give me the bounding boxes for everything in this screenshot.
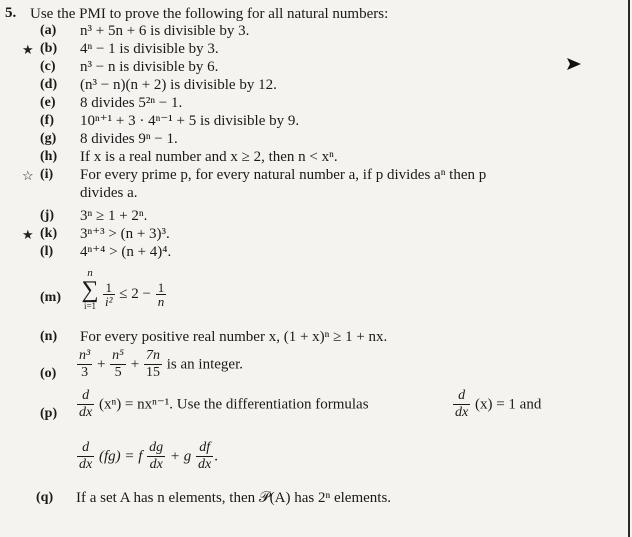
item-label-h: (h) — [40, 149, 58, 164]
problem-number: 5. — [5, 5, 17, 21]
item-text-p-end: (x) = 1 and — [474, 396, 542, 413]
cursor-arrow-icon — [566, 57, 582, 71]
product-rule-mid: + g — [169, 448, 192, 465]
item-label-k: (k) — [40, 226, 58, 241]
item-label-j: (j) — [40, 208, 54, 223]
item-text-d: (n³ − n)(n + 2) is divisible by 12. — [80, 77, 277, 93]
fraction-dg-over-dx: $\frac{dg}{dx}$ — [149, 440, 164, 472]
item-label-f: (f) — [40, 113, 54, 128]
item-text-a: n³ + 5n + 6 is divisible by 3. — [80, 23, 250, 39]
item-text-e: 8 divides 5²ⁿ − 1. — [80, 95, 183, 111]
item-label-n: (n) — [40, 329, 58, 344]
item-label-e: (e) — [40, 95, 56, 110]
fraction-d-over-dx: $\frac{d}{dx}$ — [79, 388, 93, 420]
item-label-m: (m) — [40, 290, 61, 305]
item-text-h: If x is a real number and x ≥ 2, then n < xⁿ. — [80, 149, 338, 165]
item-label-q: (q) — [36, 490, 54, 505]
fraction-1-over-n: $\frac{1}{n}$ — [157, 280, 165, 309]
item-text-i: For every prime p, for every natural number a, if p divides aⁿ then p — [80, 167, 487, 183]
item-expr-p-line2: $\frac{d}{dx}$ (fg) = f $\frac{dg}{dx}$ + g $\frac{df}{dx}$ . — [79, 440, 219, 472]
item-text-b: 4ⁿ − 1 is divisible by 3. — [80, 41, 219, 57]
fraction-n5-over-5: $\frac{\text{n⁵}}{5}$ — [112, 348, 125, 380]
sum-lower-limit: i=1 — [83, 301, 97, 311]
problem-intro: Use the PMI to prove the following for all natural numbers: — [30, 6, 389, 22]
item-label-g: (g) — [40, 131, 57, 146]
product-rule-lhs: (fg) = f — [98, 448, 143, 465]
fraction-1-over-i2: $\frac{1}{\text{i²}}$ — [105, 280, 113, 309]
item-text-p: (xⁿ) = nxⁿ⁻¹. Use the differentiation formulas — [98, 396, 369, 413]
sigma-symbol: ∑ — [81, 277, 99, 303]
item-text-f: 10ⁿ⁺¹ + 3 · 4ⁿ⁻¹ + 5 is divisible by 9. — [80, 113, 300, 129]
item-label-b: (b) — [40, 41, 58, 56]
item-expr-o: $\frac{\text{n³}}{3}$ + $\frac{\text{n⁵}}{5}$ + $\frac{7n}{15}$ is an integer. — [79, 348, 243, 380]
item-text-g: 8 divides 9ⁿ − 1. — [80, 131, 178, 147]
item-text-i-cont: divides a. — [80, 185, 138, 201]
fraction-df-over-dx: $\frac{df}{dx}$ — [198, 440, 212, 472]
item-label-l: (l) — [40, 244, 54, 259]
item-text-m — [102, 281, 167, 308]
item-label-d: (d) — [40, 77, 58, 92]
sum-upper-limit: n — [87, 267, 93, 279]
fraction-n3-over-3: $\frac{\text{n³}}{3}$ — [79, 348, 91, 380]
item-text-q: If a set A has n elements, then 𝒫(A) has 2ⁿ elements. — [76, 490, 392, 506]
fraction-d-over-dx: $\frac{d}{dx}$ — [455, 388, 469, 420]
item-expr-p-end — [452, 388, 541, 421]
item-text-j: 3ⁿ ≥ 1 + 2ⁿ. — [80, 208, 148, 224]
inequality-text: ≤ 2 − — [119, 285, 151, 302]
fraction-d-over-dx: $\frac{d}{dx}$ — [79, 440, 93, 472]
item-text-k: 3ⁿ⁺³ > (n + 3)³. — [80, 226, 170, 242]
summation — [80, 268, 100, 311]
fraction-7n-over-15: $\frac{7n}{15}$ — [146, 348, 161, 380]
item-text-n: For every positive real number x, (1 + x)ⁿ ≥ 1 + nx. — [80, 329, 388, 345]
star-icon: ★ — [22, 42, 34, 57]
item-text-o: is an integer. — [166, 356, 243, 373]
item-text-c: n³ − n is divisible by 6. — [80, 59, 219, 75]
item-label-a: (a) — [40, 23, 57, 38]
item-label-i: (i) — [40, 167, 54, 182]
star-icon: ★ — [22, 227, 34, 242]
item-expr-p — [76, 388, 369, 421]
item-text-l: 4ⁿ⁺⁴ > (n + 4)⁴. — [80, 244, 172, 260]
item-label-p: (p) — [40, 406, 58, 421]
page-edge-line — [628, 0, 630, 537]
star-outline-icon: ☆ — [22, 168, 34, 183]
item-label-o: (o) — [40, 366, 57, 381]
item-label-c: (c) — [40, 59, 56, 74]
